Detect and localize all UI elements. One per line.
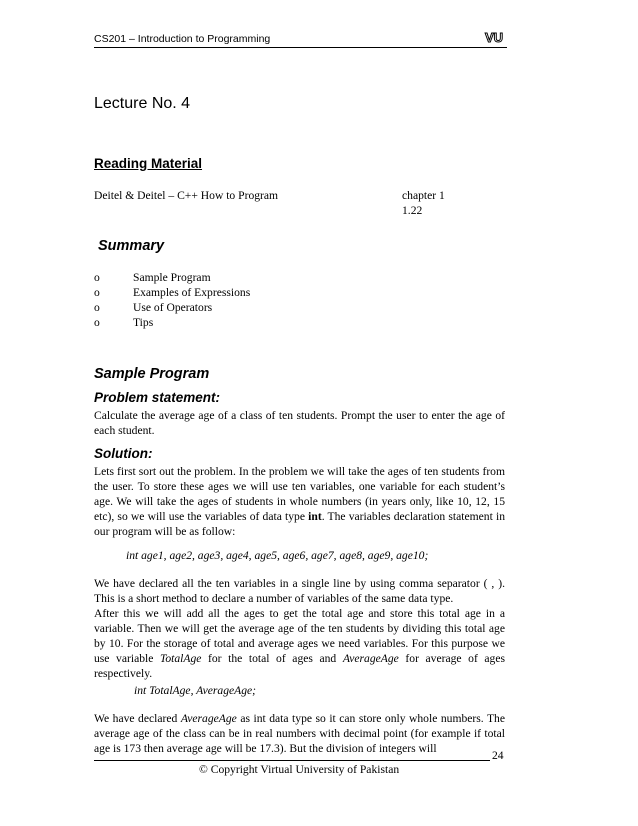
- list-item: Sample Program: [133, 271, 211, 284]
- para3-var-total: TotalAge: [159, 652, 202, 665]
- paragraph-total-average: [94, 606, 505, 681]
- vu-logo: [483, 30, 505, 44]
- footer-rule: [94, 760, 490, 761]
- paragraph-average-type: [94, 711, 505, 756]
- header-rule: [94, 47, 507, 48]
- list-item: Tips: [133, 316, 154, 329]
- para4-text-a: We have declared: [94, 712, 181, 725]
- para4-var-average: AverageAge: [180, 712, 237, 725]
- paragraph-declaration: We have declared all the ten variables in a single line by using comma separator ( , ). This is a short method to declare a number of variables of the same data type.: [94, 577, 505, 605]
- sample-program-heading: Sample Program: [94, 366, 210, 382]
- reading-book: Deitel & Deitel – C++ How to Program: [94, 189, 279, 202]
- list-item: Examples of Expressions: [133, 286, 251, 299]
- bullet-marker: o: [94, 286, 100, 299]
- summary-heading: Summary: [98, 238, 165, 254]
- list-item: Use of Operators: [133, 301, 213, 314]
- solution-paragraph: [94, 464, 505, 539]
- solution-heading: Solution:: [94, 446, 153, 461]
- para3-text-c: for average of ages respectively.: [94, 652, 505, 680]
- bullet-marker: o: [94, 301, 100, 314]
- lecture-title: Lecture No. 4: [94, 95, 191, 112]
- reading-chapter: chapter 1: [402, 189, 445, 202]
- vu-logo-text: VU: [484, 30, 504, 44]
- bullet-marker: o: [94, 271, 100, 284]
- para3-var-average: AverageAge: [342, 652, 399, 665]
- bullet-marker: o: [94, 316, 100, 329]
- page-number: 24: [492, 749, 504, 762]
- solution-text-b: . The variables declaration statement in our program will be as follow:: [94, 510, 506, 538]
- course-title: CS201 – Introduction to Programming: [94, 33, 271, 45]
- para3-text-b: for the total of ages and: [201, 652, 343, 665]
- code-declaration-ages: int age1, age2, age3, age4, age5, age6, age7, age8, age9, age10;: [126, 549, 429, 562]
- para4-text-b: as int data type so it can store only whole numbers. The average age of the class can be in real numbers with decimal point (for example if total age is 173 then average age will be 17.3). But the division of integers will: [94, 712, 505, 755]
- solution-text-bold: int: [308, 510, 322, 523]
- para3-text-a: After this we will add all the ages to get the total age and store this total age in a variable. Then we will get the average age of the ten students by dividing this total age by 10. For the storage of total and average ages we need variables. For this purpose we use variable: [94, 607, 505, 665]
- problem-heading: Problem statement:: [94, 390, 221, 405]
- problem-text: Calculate the average age of a class of ten students. Prompt the user to enter the age of each student.: [94, 409, 505, 437]
- code-declaration-totals: int TotalAge, AverageAge;: [134, 684, 257, 697]
- copyright-text: © Copyright Virtual University of Pakistan: [199, 763, 400, 776]
- solution-text-a: Lets first sort out the problem. In the problem we will take the ages of ten students from the user. To store these ages we will use ten variables, one variable for each student’s age. We will take the ages of students in whole numbers (in years only, like 10, 12, 15 etc), so we will use the variables of data type: [94, 465, 505, 523]
- reading-heading: Reading Material: [94, 156, 203, 171]
- reading-section: 1.22: [402, 204, 423, 217]
